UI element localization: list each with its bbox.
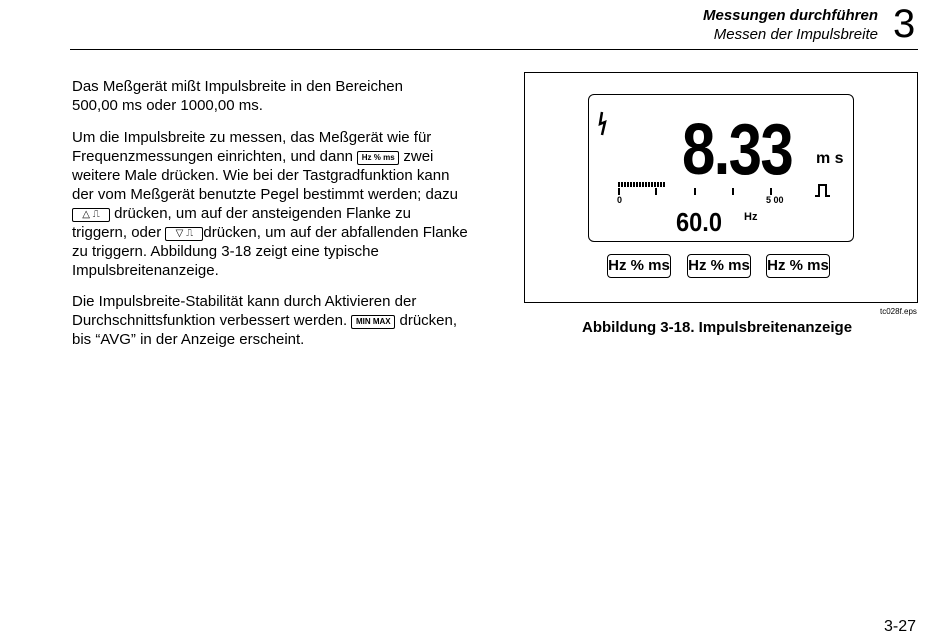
main-reading: 8.33	[682, 110, 792, 190]
softkey-hz-percent-ms-1: Hz % ms	[607, 254, 671, 278]
high-voltage-icon	[600, 112, 605, 135]
lcd-segments	[588, 94, 854, 242]
hz-percent-ms-key-icon: Hz % ms	[357, 151, 399, 165]
running-header-subtitle: Messen der Impulsbreite	[713, 26, 878, 43]
figure-caption: Abbildung 3-18. Impulsbreitenanzeige	[582, 319, 853, 336]
header-rule	[70, 49, 918, 50]
running-header-title: Messungen durchführen	[702, 7, 878, 24]
figure-file-label: tc028f.eps	[880, 307, 917, 316]
chapter-number: 3	[893, 2, 916, 46]
rising-edge-key-icon: △ ⎍	[72, 208, 110, 222]
scale-end-label: 5 00	[766, 195, 784, 205]
paragraph-3	[72, 292, 466, 349]
pulse-icon	[815, 185, 830, 196]
bargraph	[619, 182, 664, 187]
secondary-unit: Hz	[744, 211, 758, 223]
paragraph-2	[72, 128, 470, 280]
paragraph-2-text-b: zwei weitere Male drücken. Wie bei der Tastgradfunktion kann der vom Meßgerät benutzte Pegel bestimmt werden; dazu	[72, 148, 459, 203]
paragraph-2-text-d: drücken, um auf der abfallenden Flanke zu triggern. Abbildung 3-18 zeigt eine typische Impulsbreitenanzeige.	[72, 224, 468, 279]
paragraph-2-text-c: drücken, um auf der ansteigenden Flanke zu triggern, oder	[72, 205, 412, 241]
paragraph-3-text-a: Die Impulsbreite-Stabilität kann durch Aktivieren der Durchschnittsfunktion verbessert werden.	[72, 293, 417, 329]
paragraph-3-text-b: drücken, bis “AVG” in der Anzeige erscheint.	[72, 312, 458, 348]
softkey-hz-percent-ms-3: Hz % ms	[766, 254, 830, 278]
paragraph-2-text-a: Um die Impulsbreite zu messen, das Meßgerät wie für Frequenzmessungen einrichten, und dann	[72, 129, 432, 165]
falling-edge-key-icon: ▽ ⎍	[165, 227, 203, 241]
paragraph-1-text: Das Meßgerät mißt Impulsbreite in den Bereichen 500,00 ms oder 1000,00 ms.	[72, 78, 403, 114]
paragraph-1	[72, 77, 422, 115]
page-number: 3-27	[883, 618, 916, 635]
main-unit: m s	[816, 150, 844, 167]
scale-start-label: 0	[617, 195, 623, 205]
secondary-reading: 60.0	[676, 207, 722, 237]
softkey-hz-percent-ms-2: Hz % ms	[687, 254, 751, 278]
min-max-key-icon: MIN MAX	[351, 315, 395, 329]
